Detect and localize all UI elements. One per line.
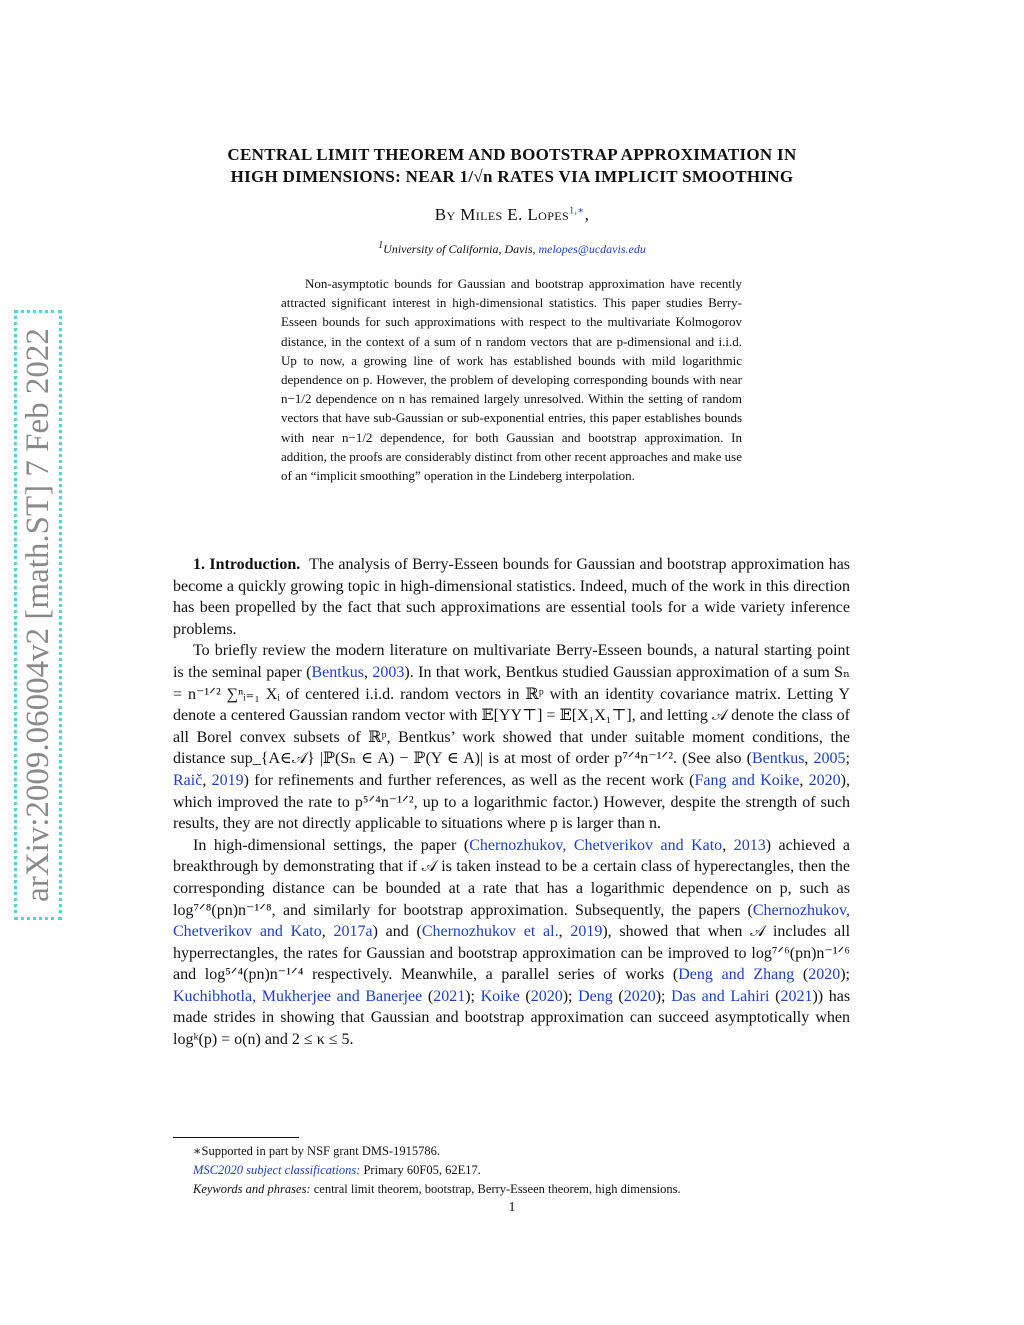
- p3-text: ,: [558, 923, 571, 941]
- affiliation: [0, 240, 1024, 257]
- p3-text: ) and (: [372, 923, 422, 941]
- p2-text: ), which improved the rate to p⁵ᐟ⁴n⁻¹ᐟ², up to a logarithmic factor.) However, despite the strength of such results, they are not directly applicable to situations where p is larger than n.: [173, 771, 850, 833]
- paragraph-1-text: The analysis of Berry-Esseen bounds for Gaussian and bootstrap approximation has become a quickly growing topic in high-dimensional statistics. Indeed, much of the work in this direction has been propelled by the fact that such approximations are essential tools for a wide variety inference problems.: [173, 556, 851, 638]
- p2-text: To briefly review the modern literature on multivariate Berry-Esseen bounds, a natural starting point is the seminal paper (: [173, 642, 850, 681]
- keywords-value: central limit theorem, bootstrap, Berry-Esseen theorem, high dimensions.: [310, 1182, 681, 1196]
- p2-text: ) for refinements and further references, as well as the recent work (: [243, 771, 695, 789]
- citation-year-link[interactable]: 2020: [808, 771, 841, 789]
- affiliation-mark: 1: [378, 240, 384, 251]
- msc-link[interactable]: MSC2020 subject classifications:: [193, 1163, 361, 1177]
- citation-year-link[interactable]: 2019: [211, 771, 244, 789]
- p3-text: (: [612, 987, 624, 1005]
- citation-year-link[interactable]: 2013: [733, 836, 766, 854]
- p2-text: ,: [804, 750, 814, 768]
- p3-text: )) has made strides in showing that Gaussian and bootstrap approximation can succeed asymptotically when logᵏ(p) = o(n) and 2 ≤ κ ≤ 5.: [173, 987, 851, 1049]
- page-number: 1: [508, 1200, 516, 1215]
- p2-text: ). In that work, Bentkus studied Gaussian approximation of a sum Sₙ = n⁻¹ᐟ² ∑ⁿᵢ₌₁ Xᵢ of centered i.i.d. random vectors in ℝᵖ with an identity covariance matrix. Letting Y denote a centered Gaussian random vector with 𝔼[YY⊤] = 𝔼[X₁X₁⊤], and letting 𝒜 denote the class of all Borel convex subsets of ℝᵖ, Bentkus’ work showed that under suitable moment conditions, the distance sup_{A∈𝒜} |ℙ(Sₙ ∈ A) − ℙ(Y ∈ A)| is at most of order p⁷ᐟ⁴n⁻¹ᐟ². (See also (: [173, 663, 851, 768]
- arxiv-stamp[interactable]: [14, 310, 62, 920]
- p2-text: ,: [363, 663, 373, 681]
- p2-text: ,: [202, 771, 212, 789]
- footnote-rule: [173, 1137, 299, 1138]
- footnote-keywords: [173, 1180, 850, 1199]
- citation-link[interactable]: Chernozhukov, Chetverikov and Kato: [173, 901, 850, 941]
- author-line: [0, 205, 1024, 225]
- citation-link[interactable]: Deng: [578, 987, 613, 1005]
- citation-link[interactable]: Deng and Zhang: [678, 966, 795, 984]
- citation-link[interactable]: Bentkus: [311, 663, 364, 681]
- author-suffix: ,: [584, 205, 590, 224]
- p3-text: ), showed that when 𝒜 includes all hyperrectangles, the rates for Gaussian and bootstrap approximation can be improved to log⁷ᐟ⁶(pn)n⁻¹ᐟ⁶ and log⁵ᐟ⁴(pn)n⁻¹ᐟ⁴ respectively. Meanwhile, a parallel series of works (: [173, 923, 851, 984]
- arxiv-stamp-text: arXiv:2009.06004v2 [math.ST] 7 Feb 2022: [19, 328, 56, 902]
- citation-link[interactable]: Kuchibhotla, Mukherjee and Banerjee: [173, 987, 423, 1005]
- paragraph-2: [173, 640, 850, 834]
- author-marks[interactable]: 1,∗: [569, 205, 585, 217]
- author-email-link[interactable]: melopes@ucdavis.edu: [538, 242, 646, 256]
- p3-text: ) achieved a breakthrough by demonstrating that if 𝒜 is taken instead to be a certain class of hyperectangles, then the corresponding distance can be bounded at a rate that has a logarithmic dependence on p, such as log⁷ᐟ⁸(pn)n⁻¹ᐟ⁸, and similarly for bootstrap approximation. Subsequently, the papers (: [173, 836, 851, 919]
- citation-link[interactable]: Bentkus: [751, 750, 805, 768]
- citation-link[interactable]: Chernozhukov, Chetverikov and Kato: [469, 836, 723, 854]
- citation-link[interactable]: Raič: [173, 771, 203, 789]
- citation-link[interactable]: Fang and Koike: [694, 771, 800, 789]
- p3-text: );: [465, 987, 481, 1005]
- abstract: Non-asymptotic bounds for Gaussian and bootstrap approximation have recently attracted significant interest in high-dimensional statistics. This paper studies Berry-Esseen bounds for such approximations with respect to the multivariate Kolmogorov distance, in the context of a sum of n random vectors that are p-dimensional and i.i.d. Up to now, a growing line of work has established bounds with mild logarithmic dependence on p. However, the problem of developing corresponding bounds with near n−1/2 dependence on n has remained largely unresolved. Within the setting of random vectors that have sub-Gaussian or sub-exponential entries, this paper establishes bounds with near n−1/2 dependence, for both Gaussian and bootstrap approximation. In addition, the proofs are considerably distinct from other recent approaches and make use of an “implicit smoothing” operation in the Lindeberg interpolation.: [281, 276, 742, 484]
- paragraph-3: [173, 835, 850, 1051]
- title-line-2: HIGH DIMENSIONS: NEAR 1/√n RATES VIA IMPLICIT SMOOTHING: [230, 167, 794, 186]
- keywords-label: Keywords and phrases:: [193, 1182, 311, 1196]
- section-heading: 1. Introduction.: [193, 556, 301, 573]
- p3-text: );: [655, 987, 672, 1005]
- affiliation-institution: University of California, Davis,: [383, 242, 539, 256]
- msc-value: Primary 60F05, 62E17.: [360, 1163, 481, 1177]
- citation-link[interactable]: Chernozhukov et al.: [421, 923, 559, 941]
- paragraph-1: [173, 554, 850, 640]
- citation-link[interactable]: Das and Lahiri: [671, 987, 770, 1005]
- title-line-1: CENTRAL LIMIT THEOREM AND BOOTSTRAP APPROXIMATION IN: [227, 145, 797, 164]
- citation-year-link[interactable]: 2005: [813, 750, 846, 768]
- citation-year-link[interactable]: 2021: [780, 987, 813, 1005]
- citation-link[interactable]: Koike: [480, 987, 520, 1005]
- footnotes: [173, 1142, 850, 1199]
- p3-text: ,: [722, 836, 734, 854]
- citation-year-link[interactable]: 2003: [372, 663, 405, 681]
- p3-text: );: [840, 966, 850, 984]
- citation-year-link[interactable]: 2020: [623, 987, 656, 1005]
- introduction-section: [173, 554, 850, 1051]
- p3-text: (: [519, 987, 531, 1005]
- footnote-support: ∗Supported in part by NSF grant DMS-1915786.: [193, 1144, 441, 1158]
- p3-text: );: [562, 987, 579, 1005]
- p3-text: (: [769, 987, 781, 1005]
- p3-text: (: [422, 987, 434, 1005]
- p2-text: ,: [799, 771, 809, 789]
- p3-text: In high-dimensional settings, the paper (: [193, 836, 470, 854]
- citation-year-link[interactable]: 2019: [570, 923, 603, 941]
- citation-year-link[interactable]: 2021: [433, 987, 466, 1005]
- author-prefix: By: [434, 205, 461, 224]
- p3-text: (: [794, 966, 809, 984]
- p2-text: ;: [845, 750, 850, 768]
- citation-year-link[interactable]: 2017a: [333, 923, 373, 941]
- citation-year-link[interactable]: 2020: [530, 987, 563, 1005]
- citation-year-link[interactable]: 2020: [808, 966, 841, 984]
- paper-title: [140, 144, 884, 188]
- footnote-msc: [173, 1161, 850, 1180]
- author-name: Miles E. Lopes: [460, 205, 570, 224]
- p3-text: ,: [321, 923, 334, 941]
